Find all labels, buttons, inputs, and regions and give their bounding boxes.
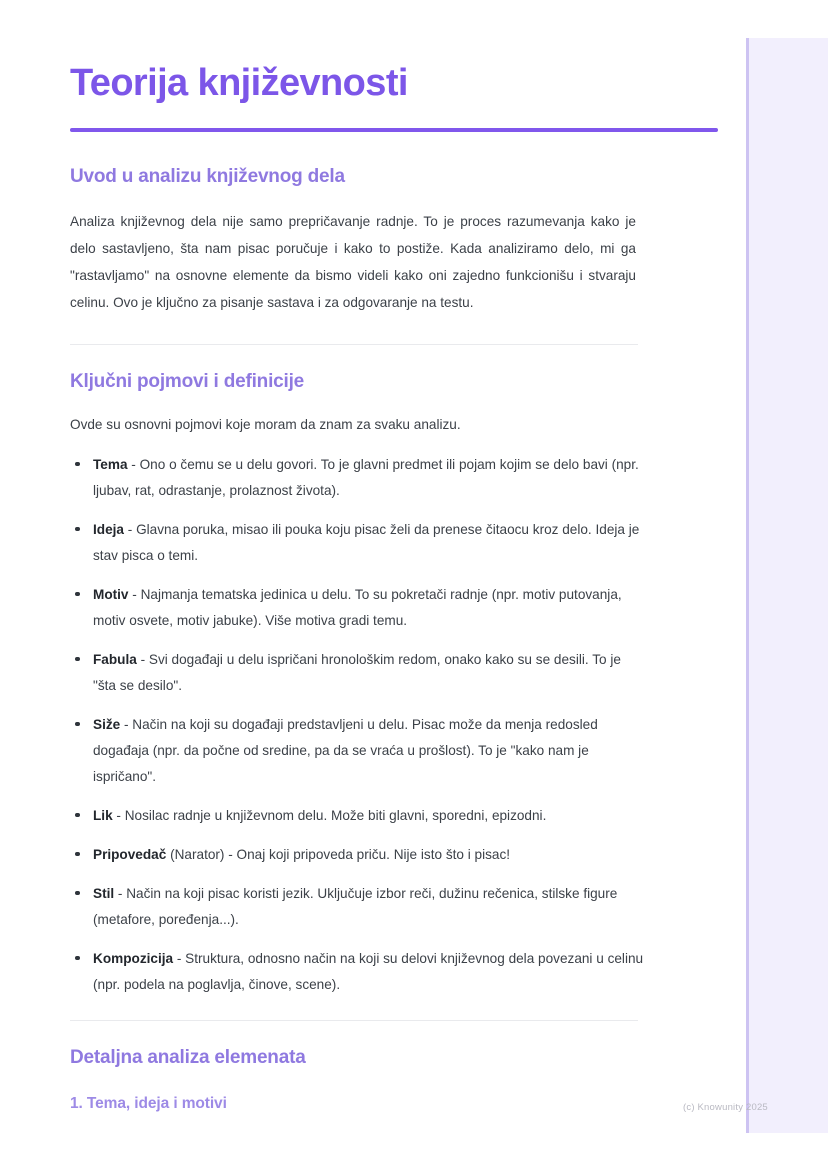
bullet-icon	[75, 956, 80, 961]
list-item	[70, 803, 645, 829]
term-name: Siže	[93, 716, 121, 732]
term-description: (Narator) - Onaj koji pripoveda priču. Nije isto što i pisac!	[166, 846, 511, 862]
section-heading-terms: Ključni pojmovi i definicije	[70, 370, 305, 392]
bullet-icon	[75, 722, 80, 727]
term-description: - Način na koji su događaji predstavljeni u delu. Pisac može da menja redosled događaja (npr. da počne od sredine, pa da se vraća u prošlost). To je "kako nam je ispričano".	[93, 716, 598, 784]
term-name: Ideja	[93, 521, 124, 537]
term-description: - Struktura, odnosno način na koji su delovi književnog dela povezani u celinu (npr. podela na poglavlja, činove, scene).	[93, 950, 644, 992]
term-name: Tema	[93, 456, 128, 472]
term-description: - Svi događaji u delu ispričani hronološkim redom, onako kako su se desili. To je "šta se desilo".	[93, 651, 621, 693]
subsection-heading-tema-ideja-motivi: 1. Tema, ideja i motivi	[70, 1094, 227, 1112]
list-item	[70, 647, 645, 699]
section-heading-analysis: Detaljna analiza elemenata	[70, 1046, 306, 1068]
list-item	[70, 712, 645, 790]
right-decorative-panel	[746, 38, 828, 1133]
term-description: - Način na koji pisac koristi jezik. Uključuje izbor reči, dužinu rečenica, stilske figure (metafore, poređenja...).	[93, 885, 618, 927]
term-description: - Glavna poruka, misao ili pouka koju pisac želi da prenese čitaocu kroz delo. Ideja je stav pisca o temi.	[93, 521, 640, 563]
term-name: Fabula	[93, 651, 137, 667]
term-description: - Ono o čemu se u delu govori. To je glavni predmet ili pojam kojim se delo bavi (npr. ljubav, rat, odrastanje, prolaznost života).	[93, 456, 639, 498]
list-item	[70, 452, 645, 504]
term-name: Kompozicija	[93, 950, 174, 966]
bullet-icon	[75, 891, 80, 896]
list-item	[70, 946, 645, 998]
list-item	[70, 881, 645, 933]
copyright-watermark: (c) Knowunity 2025	[683, 1102, 768, 1113]
bullet-icon	[75, 657, 80, 662]
term-description: - Najmanja tematska jedinica u delu. To su pokretači radnje (npr. motiv putovanja, motiv osvete, motiv jabuke). Više motiva gradi temu.	[93, 586, 622, 628]
page-title: Teorija književnosti	[70, 62, 408, 104]
bullet-icon	[75, 527, 80, 532]
bullet-icon	[75, 462, 80, 467]
intro-paragraph: Analiza književnog dela nije samo prepričavanje radnje. To je proces razumevanja kako je delo sastavljeno, šta nam pisac poručuje i kako to postiže. Kada analiziramo delo, mi ga "rastavljamo" na osnovne elemente da bismo videli kako oni zajedno funkcionišu i stvaraju celinu. Ovo je ključno za pisanje sastava i za odgovaranje na testu.	[70, 213, 636, 310]
term-name: Stil	[93, 885, 115, 901]
section-heading-intro: Uvod u analizu književnog dela	[70, 165, 345, 187]
bullet-icon	[75, 852, 80, 857]
key-terms-list	[70, 452, 645, 998]
bullet-icon	[75, 813, 80, 818]
term-name: Motiv	[93, 586, 129, 602]
bullet-icon	[75, 592, 80, 597]
list-item	[70, 842, 645, 868]
term-description: - Nosilac radnje u književnom delu. Može biti glavni, sporedni, epizodni.	[112, 807, 547, 823]
terms-intro-paragraph: Ovde su osnovni pojmovi koje moram da znam za svaku analizu.	[70, 416, 461, 432]
list-item	[70, 582, 645, 634]
list-item	[70, 517, 645, 569]
term-name: Pripovedač	[93, 846, 167, 862]
term-name: Lik	[93, 807, 113, 823]
